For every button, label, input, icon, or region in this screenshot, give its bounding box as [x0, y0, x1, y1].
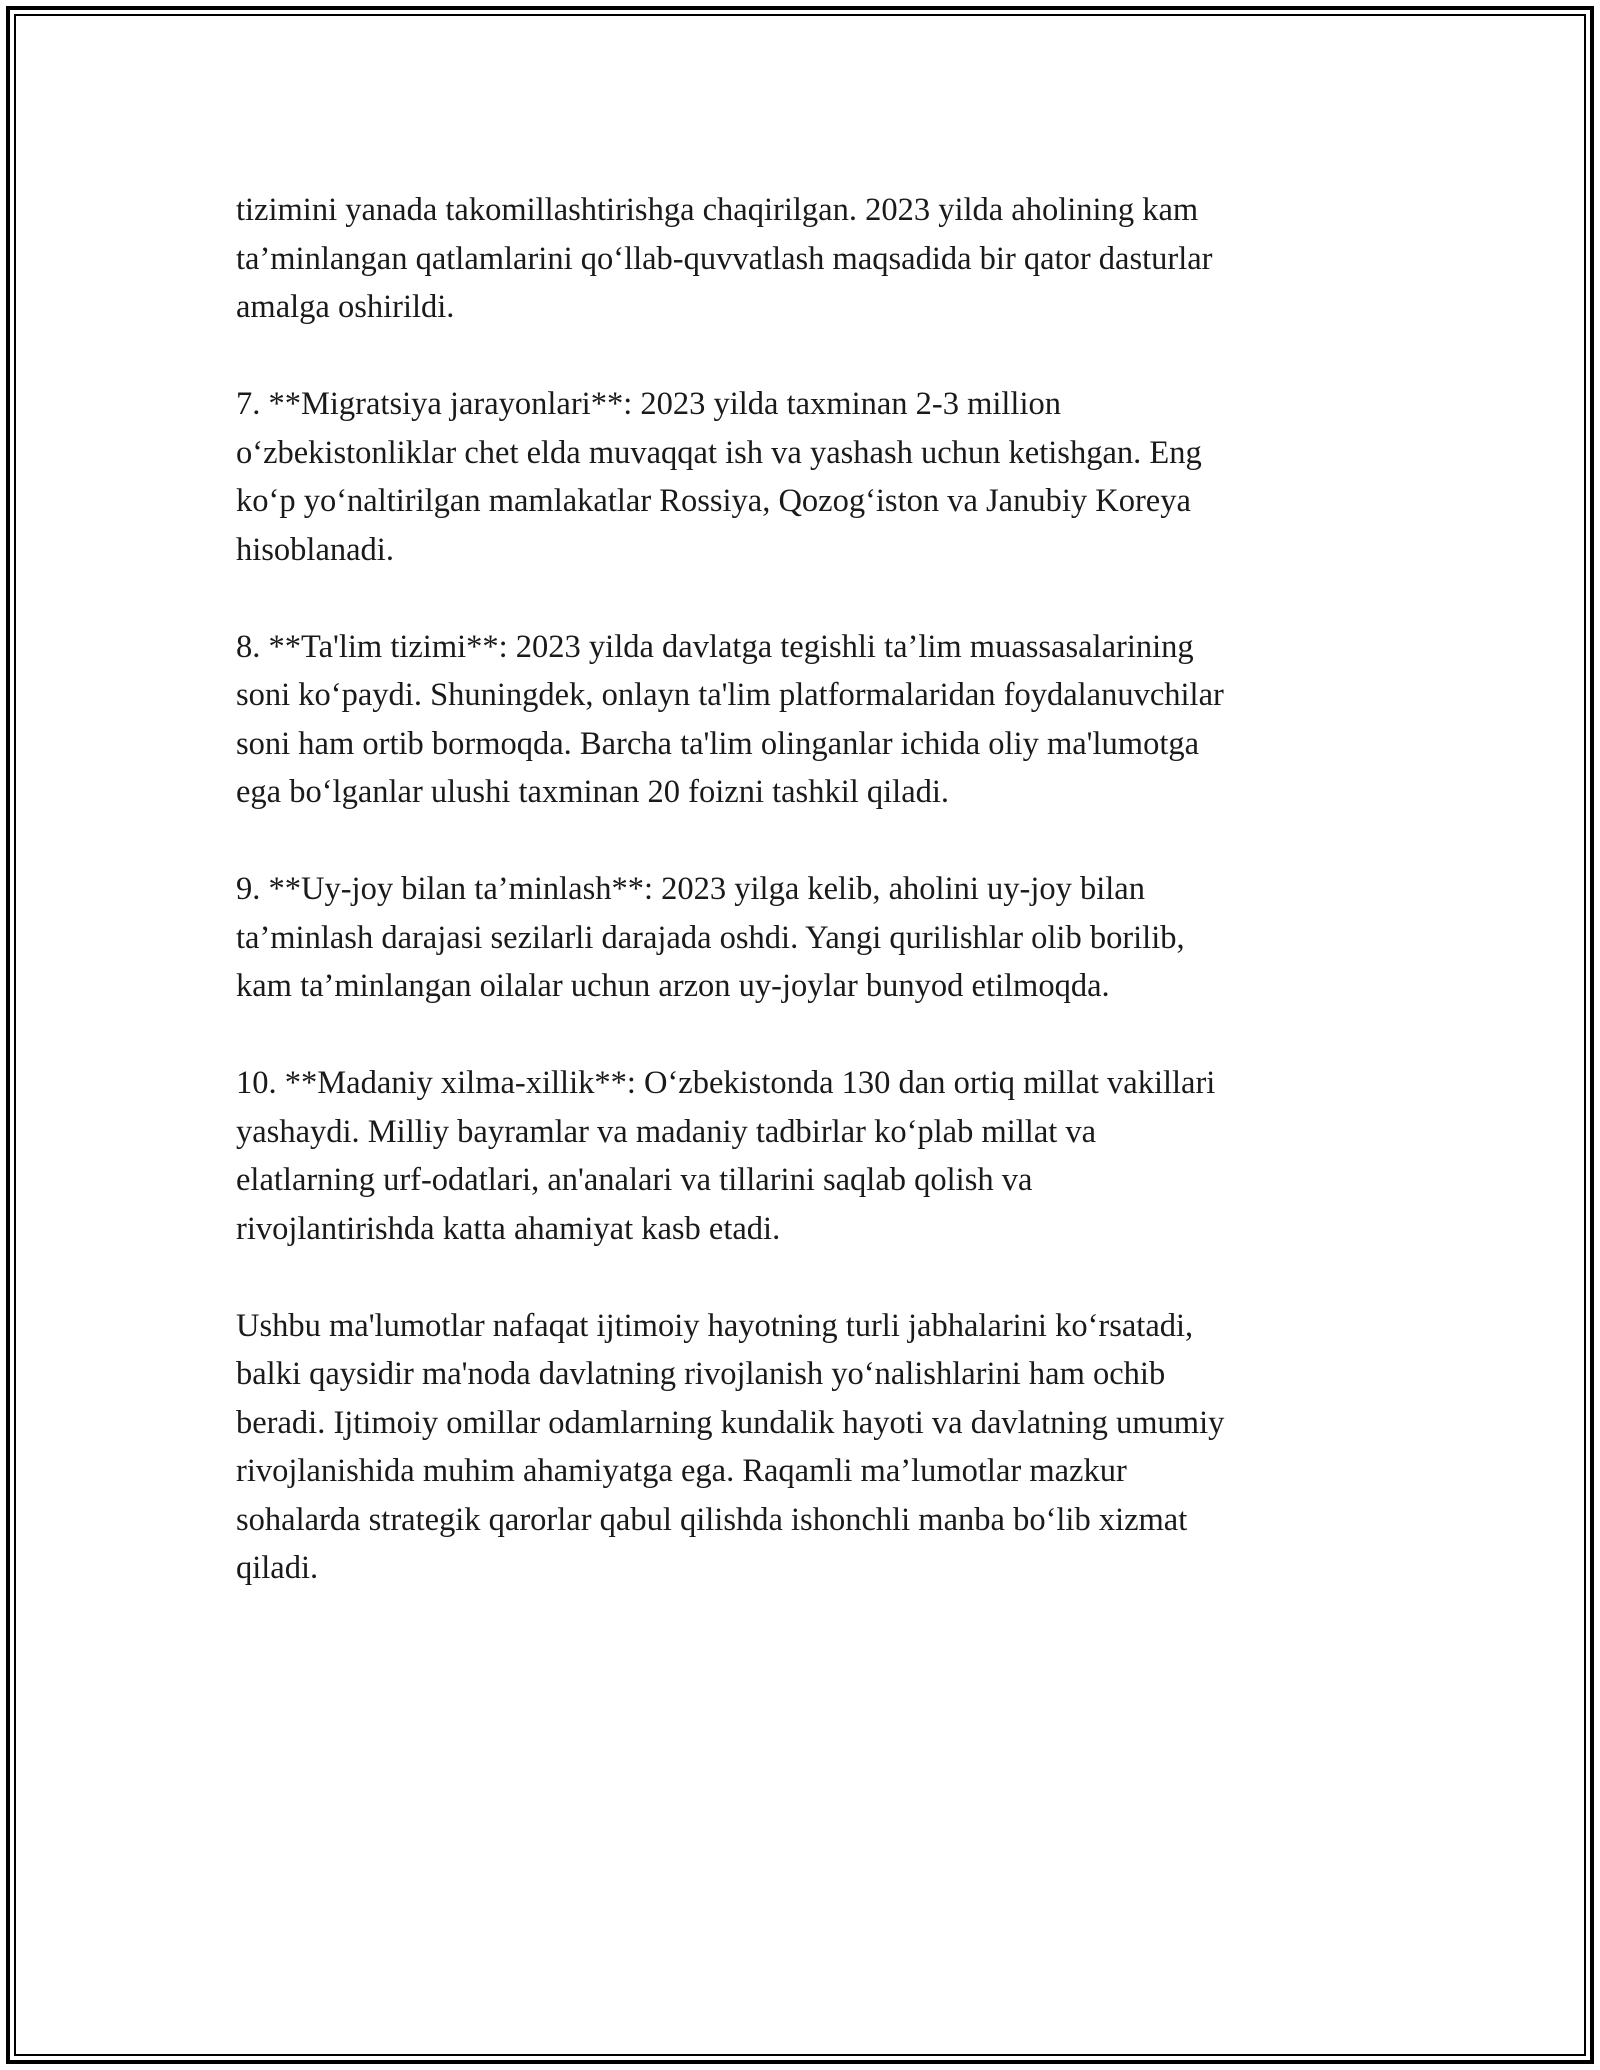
paragraph-education-system: 8. **Ta'lim tizimi**: 2023 yilda davlatga tegishli ta’lim muassasalarining soni ko‘paydi. Shuningdek, onlayn ta'lim platformalaridan foydalanuvchilar soni ham ortib bormoqda. Barcha ta'lim olinganlar ichida oliy ma'lumotga ega bo‘lganlar ulushi taxminan 20 foizni tashkil qiladi. [236, 628, 1224, 810]
paragraph-cultural-diversity: 10. **Madaniy xilma-xillik**: O‘zbekistonda 130 dan ortiq millat vakillari yashaydi. Milliy bayramlar va madaniy tadbirlar ko‘plab millat va elatlarning urf-odatlari, an'analari va tillarini saqlab qolish va rivojlantirishda katta ahamiyat kasb etadi. [236, 1065, 1216, 1247]
paragraph-migration: 7. **Migratsiya jarayonlari**: 2023 yilda taxminan 2-3 million o‘zbekistonliklar chet elda muvaqqat ish va yashash uchun ketishgan. Eng ko‘p yo‘naltirilgan mamlakatlar Rossiya, Qozog‘iston va Janubiy Koreya hisoblanadi. [236, 386, 1202, 568]
paragraph-conclusion: Ushbu ma'lumotlar nafaqat ijtimoiy hayotning turli jabhalarini ko‘rsatadi, balki qaysidir ma'noda davlatning rivojlanish yo‘nalishlarini ham ochib beradi. Ijtimoiy omillar odamlarning kundalik hayoti va davlatning umumiy rivojlanishida muhim ahamiyatga ega. Raqamli ma’lumotlar mazkur sohalarda strategik qarorlar qabul qilishda ishonchli manba bo‘lib xizmat qiladi. [236, 1307, 1225, 1586]
paragraph-housing: 9. **Uy-joy bilan ta’minlash**: 2023 yilga kelib, aholini uy-joy bilan ta’minlash darajasi sezilarli darajada oshdi. Yangi qurilishlar olib borilib, kam ta’minlangan oilalar uchun arzon uy-joylar bunyod etilmoqda. [236, 871, 1185, 1004]
paragraph-social-protection-continuation: tizimini yanada takomillashtirishga chaqirilgan. 2023 yilda aholining kam ta’minlangan qatlamlarini qo‘llab-quvvatlash maqsadida bir qator dasturlar amalga oshirildi. [236, 192, 1213, 325]
document-body [236, 186, 1366, 1593]
